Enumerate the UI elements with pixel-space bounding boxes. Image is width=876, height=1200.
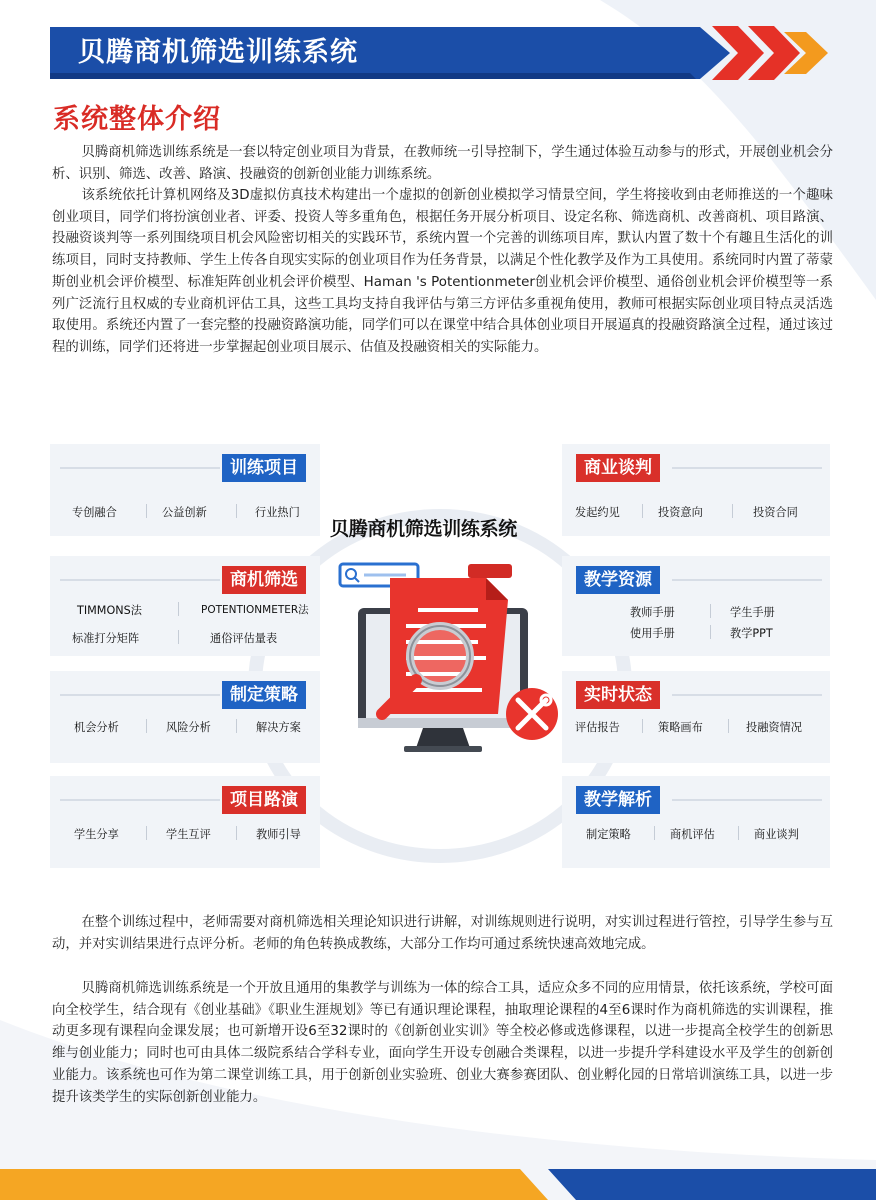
panel-opportunity-screening: [50, 556, 320, 656]
panel-training-projects: [50, 444, 320, 536]
panel-item: 投资意向: [658, 506, 703, 519]
panel-item: 投资合同: [753, 506, 798, 519]
panel-item: 发起约见: [575, 506, 620, 519]
panel-teaching-analysis: [562, 776, 830, 868]
panel-teaching-resources: [562, 556, 830, 656]
panel-item: 学生互评: [166, 828, 211, 841]
panel-item: 学生分享: [74, 828, 119, 841]
outro-paragraph-2: 贝腾商机筛选训练系统是一个开放且通用的集教学与训练为一体的综合工具，适应众多不同的应用情景，依托该系统，学校可面向全校学生，结合现有《创业基础》《职业生涯规划》等已有通识理论课程，抽取理论课程的4至6课时作为商机筛选的实训课程，推动更多现有课程向金课发展；也可新增开设6至32课时的《创新创业实训》等全校必修或选修课程，以进一步提高全校学生的创新思维与创业能力；同时也可由具体二级院系结合学科专业，面向学生开设专创融合类课程，以进一步提升学科建设水平及学生的创新创业能力。该系统也可作为第二课堂训练工具，用于创新创业实验班、创业大赛参赛团队、创业孵化园的日常培训演练工具，以进一步提升该类学生的实际创新创业能力。: [52, 981, 833, 1105]
panel-item: 风险分析: [166, 721, 211, 734]
panel-title: 项目路演: [222, 786, 306, 814]
bottom-stripe: [0, 1163, 876, 1200]
panel-title: 教学资源: [576, 566, 660, 594]
panel-item: 学生手册: [730, 606, 775, 619]
panel-item: 策略画布: [658, 721, 703, 734]
panel-item: 商机评估: [670, 828, 715, 841]
panel-item: TIMMONS法: [77, 604, 142, 617]
panel-title: 实时状态: [576, 681, 660, 709]
panel-item: 公益创新: [162, 506, 207, 519]
panel-item: 行业热门: [255, 506, 300, 519]
panel-realtime-status: [562, 671, 830, 763]
panel-item: 教学PPT: [730, 627, 773, 640]
panel-strategy: [50, 671, 320, 763]
intro-paragraph-1: 贝腾商机筛选训练系统是一套以特定创业项目为背景，在教师统一引导控制下，学生通过体验互动参与的形式，开展创业机会分析、识别、筛选、改善、路演、投融资的创新创业能力训练系统。: [52, 145, 833, 182]
panel-item: 制定策略: [586, 828, 631, 841]
panel-item: 投融资情况: [746, 721, 802, 734]
panel-item: POTENTIONMETER法: [201, 604, 309, 616]
chevron-arrows-icon: [712, 24, 842, 82]
panel-item: 教师手册: [630, 606, 675, 619]
panel-title: 商业谈判: [576, 454, 660, 482]
diagram-center-title: 贝腾商机筛选训练系统: [330, 518, 518, 540]
panel-business-negotiation: [562, 444, 830, 536]
panel-item: 商业谈判: [754, 828, 799, 841]
panel-item: 解决方案: [256, 721, 301, 734]
panel-item: 机会分析: [74, 721, 119, 734]
panel-item: 通俗评估量表: [210, 632, 278, 645]
panel-item: 教师引导: [256, 828, 301, 841]
panel-item: 专创融合: [72, 506, 117, 519]
intro-paragraph-2: 该系统依托计算机网络及3D虚拟仿真技术构建出一个虚拟的创新创业模拟学习情景空间，学生将接收到由老师推送的一个趣味创业项目，同学们将扮演创业者、评委、投资人等多重角色，根据任务开展分析项目、设定名称、筛选商机、改善商机、项目路演、投融资谈判等一系列围绕项目机会风险密切相关的实践环节，系统内置一个完善的训练项目库，默认内置了数十个有趣且生活化的训练项目，同时支持教师、学生上传各自现实实际的创业项目作为任务背景，以满足个性化教学及作为工具使用。系统同时内置了蒂蒙斯创业机会评价模型、标准矩阵创业机会评价模型、Haman 's Potentionmeter创业机会评价模型、通俗创业机会评价模型等一系列广泛流行且权威的专业商机评估工具，这些工具均支持自我评估与第三方评估多重视角使用，教师可根据实际创业项目特点灵活选取使用。系统还内置了一套完整的投融资路演功能，同学们可以在课堂中结合具体创业项目开展逼真的投融资路演全过程，通过该过程的训练，同学们还将进一步掌握起创业项目展示、估值及投融资相关的实际能力。: [52, 188, 833, 355]
computer-document-icon: [318, 554, 568, 754]
panel-item: 标准打分矩阵: [72, 632, 140, 645]
panel-title: 制定策略: [222, 681, 306, 709]
outro-paragraph-1: 在整个训练过程中，老师需要对商机筛选相关理论知识进行讲解，对训练规则进行说明，对实训过程进行管控，引导学生参与互动，并对实训结果进行点评分析。老师的角色转换成教练，大部分工作均可通过系统快速高效地完成。: [52, 915, 833, 952]
panel-item: 使用手册: [630, 627, 675, 640]
panel-item: 评估报告: [575, 721, 620, 734]
section-heading: 系统整体介绍: [53, 104, 221, 135]
page-title: 贝腾商机筛选训练系统: [78, 37, 358, 68]
panel-title: 教学解析: [576, 786, 660, 814]
panel-title: 商机筛选: [222, 566, 306, 594]
panel-roadshow: [50, 776, 320, 868]
feature-diagram: [50, 436, 830, 866]
panel-title: 训练项目: [222, 454, 306, 482]
